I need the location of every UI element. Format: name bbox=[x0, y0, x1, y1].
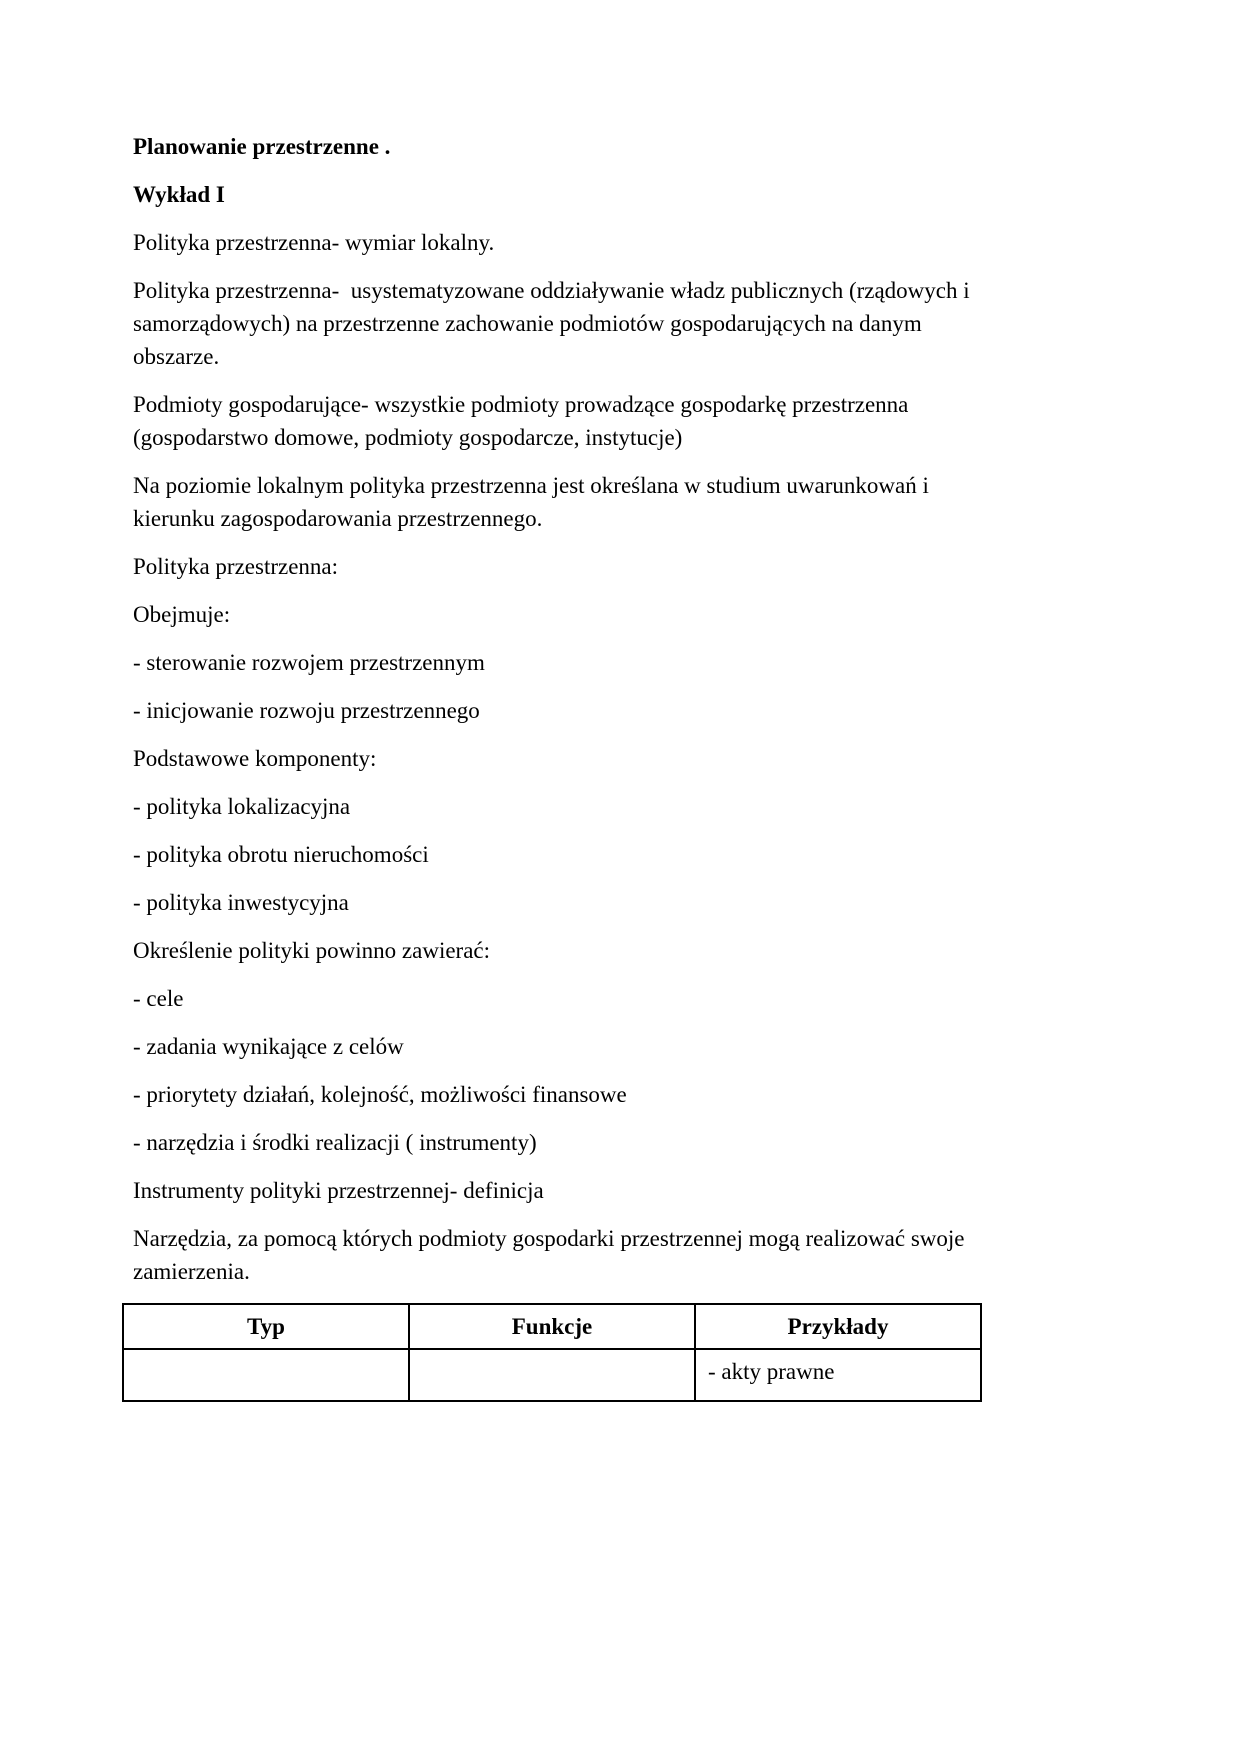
list-item: - inicjowanie rozwoju przestrzennego bbox=[133, 698, 480, 723]
paragraph: Podstawowe komponenty: bbox=[133, 746, 377, 771]
table-cell-przyklady: - akty prawne bbox=[695, 1349, 981, 1401]
document-content bbox=[122, 130, 982, 1402]
list-item: - polityka lokalizacyjna bbox=[133, 794, 351, 819]
header-cell-przyklady: Przykłady bbox=[695, 1304, 981, 1349]
list-item: - polityka inwestycyjna bbox=[133, 890, 349, 915]
doc-title: Planowanie przestrzenne . bbox=[133, 134, 391, 159]
table-cell-funkcje bbox=[409, 1349, 695, 1401]
list-item: - priorytety działań, kolejność, możliwości finansowe bbox=[133, 1082, 627, 1107]
header-cell-typ: Typ bbox=[123, 1304, 409, 1349]
paragraph: Narzędzia, za pomocą których podmioty gospodarki przestrzennej mogą realizować swoje zamierzenia. bbox=[133, 1226, 971, 1284]
paragraph: Polityka przestrzenna- usystematyzowane oddziaływanie władz publicznych (rządowych i samorządowych) na przestrzenne zachowanie podmiotów gospodarujących na danym obszarze. bbox=[133, 278, 976, 369]
paragraph: Podmioty gospodarujące- wszystkie podmioty prowadzące gospodarkę przestrzenna (gospodarstwo domowe, podmioty gospodarcze, instytucje) bbox=[133, 392, 915, 450]
doc-subtitle-lecture: Wykład I bbox=[133, 182, 225, 207]
paragraph: Na poziomie lokalnym polityka przestrzenna jest określana w studium uwarunkowań i kierunku zagospodarowania przestrzennego. bbox=[133, 473, 935, 531]
paragraph: Obejmuje: bbox=[133, 602, 231, 627]
list-item: - zadania wynikające z celów bbox=[133, 1034, 404, 1059]
list-item: - narzędzia i środki realizacji ( instrumenty) bbox=[133, 1130, 537, 1155]
paragraph: Polityka przestrzenna: bbox=[133, 554, 339, 579]
table-header-row bbox=[123, 1304, 981, 1349]
table-cell-typ bbox=[123, 1349, 409, 1401]
list-item: - polityka obrotu nieruchomości bbox=[133, 842, 429, 867]
paragraph: Polityka przestrzenna- wymiar lokalny. bbox=[133, 230, 495, 255]
instruments-table bbox=[122, 1303, 982, 1402]
paragraph: Określenie polityki powinno zawierać: bbox=[133, 938, 491, 963]
table-row bbox=[123, 1349, 981, 1401]
header-cell-funkcje: Funkcje bbox=[409, 1304, 695, 1349]
list-item: - sterowanie rozwojem przestrzennym bbox=[133, 650, 485, 675]
paragraph: Instrumenty polityki przestrzennej- definicja bbox=[133, 1178, 544, 1203]
list-item: - cele bbox=[133, 986, 184, 1011]
